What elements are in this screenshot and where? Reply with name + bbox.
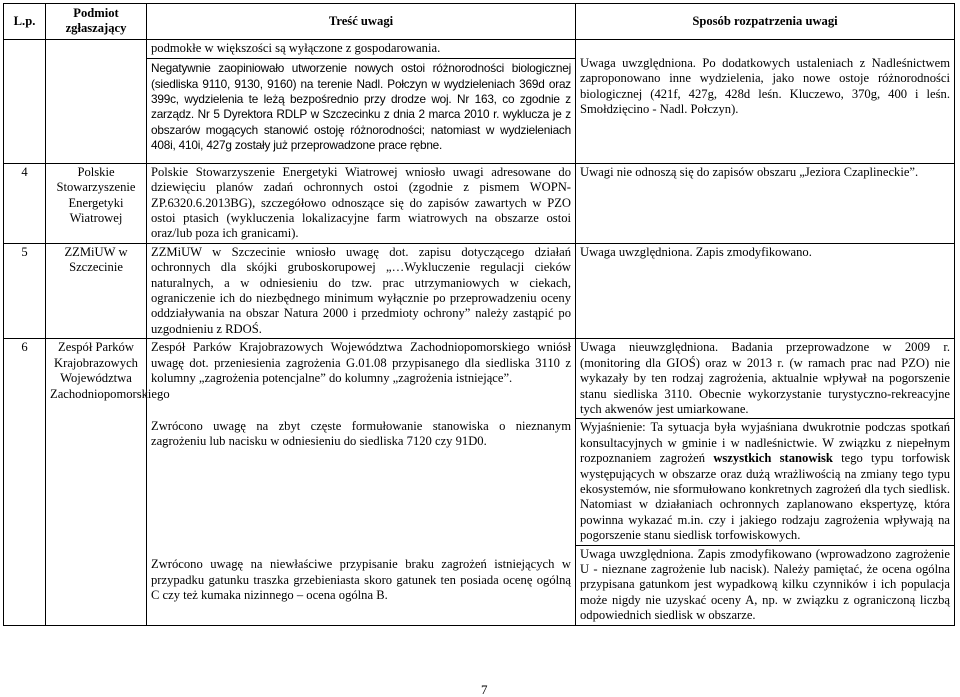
table-header-row bbox=[4, 4, 955, 40]
comment-text: Negatywnie zaopiniowało utworzenie nowych ostoi różnorodności biologicznej (siedliska 9110, 9130, 9160) na terenie Nadl. Połczyn w wydzieleniach 369d oraz 399c, wydzielenia te leżą bezpośrednio przy drodze woj. Nr 163, co zgodnie z zarządz. Nr 5 Dyrektora RDLP w Szczecinku z dnia 2 marca 2010 r. wyklucza je z obszarów mogących stanowić ostoję różnorodności; natomiast w wydzieleniach 408i, 410i, 427g zostały już przeprowadzone prace rębne. bbox=[151, 61, 571, 153]
row-lp: 5 bbox=[4, 243, 46, 338]
resolution-text-part: Wyjaśnienie: Ta sytuacja była wyjaśniana dwukrotnie podczas spotkań konsultacyjnych w gminie i w nadleśnictwie. W związku z niepełnym rozpoznaniem zagrożeń bbox=[580, 420, 950, 466]
spacer bbox=[151, 387, 571, 419]
divider bbox=[576, 545, 954, 546]
resolution-text bbox=[576, 420, 954, 543]
comment-text: Zespół Parków Krajobrazowych Województwa Zachodniopomorskiego wniósł uwagę dot. przeniesienia zagrożenia G.01.08 przypisanego dla siedliska 3110 z kolumny „zagrożenia potencjalne” do kolumny „zagrożenia istniejące”. bbox=[151, 340, 571, 386]
row-submitter: ZZMiUW w Szczecinie bbox=[46, 243, 147, 338]
table-row bbox=[4, 39, 955, 163]
row-submitter: Zespół Parków Krajobrazowych Województwa Zachodniopomorskiego bbox=[46, 339, 147, 625]
comment-text: podmokłe w większości są wyłączone z gospodarowania. bbox=[151, 40, 441, 55]
row-resolution bbox=[576, 339, 955, 625]
row-resolution bbox=[576, 39, 955, 163]
divider bbox=[147, 58, 575, 59]
row-lp: 4 bbox=[4, 163, 46, 243]
resolution-text: Uwaga nieuwzględniona. Badania przeprowadzone w 2009 r. (monitoring dla GIOŚ) oraz w 2013 r. (w ramach prac nad PZO) nie wykazały by ten rodzaj zagrożenia, aktualnie wpływał na pogorszenie stanu siedliska 3110. Obecnie wykorzystanie turystyczno-rekreacyjne tych akwenów jest umiarkowane. bbox=[580, 340, 950, 416]
row-content bbox=[147, 339, 576, 625]
row-lp bbox=[4, 39, 46, 163]
table-row bbox=[4, 243, 955, 338]
comments-table bbox=[3, 3, 955, 626]
resolution-text-part: tego typu torfowisk występujących w obszarze oraz dużą wrażliwością na zmiany tego typu ekosystemów, nie sformułowano konkretnych zagrożeń dla tych siedlisk. Natomiast w działaniach ochronnych zaplanowano ekspertyzę, która powinna wykazać m.in. czy i jakiego rodzaju zagrożenia wpływają na pogorszenie stanu siedlisk torfowiskowych. bbox=[580, 451, 950, 543]
divider bbox=[576, 418, 954, 419]
row-submitter: Polskie Stowarzyszenie Energetyki Wiatrowej bbox=[46, 163, 147, 243]
spacer bbox=[151, 449, 571, 557]
header-lp: L.p. bbox=[4, 4, 46, 40]
resolution-text: Uwaga uwzględniona. Zapis zmodyfikowano (wprowadzono zagrożenie U - nieznane zagrożenie lub nacisk). Należy pamiętać, że ocena ogólna przypisana gatunkom jest wypadkową kilku czynników i ich populacja może nigdy nie uzyskać oceny A, np. w związku z ograniczoną liczbą odpowiednich siedlisk w obszarze. bbox=[580, 546, 950, 623]
header-resolution: Sposób rozpatrzenia uwagi bbox=[576, 4, 955, 40]
resolution-text: Uwaga uwzględniona. Po dodatkowych ustaleniach z Nadleśnictwem zaproponowano inne wydzielenia, jako nowe ostoje różnorodności biologicznej (421f, 427g, 428d leśn. Kluczewo, 370g, 400 i leśn. Smołdzięcino - Nadl. Połczyn). bbox=[580, 55, 950, 117]
row-submitter bbox=[46, 39, 147, 163]
page-number: 7 bbox=[481, 682, 488, 697]
spacer bbox=[580, 41, 950, 56]
row-resolution: Uwagi nie odnoszą się do zapisów obszaru „Jeziora Czaplineckie”. bbox=[576, 163, 955, 243]
header-submitter: Podmiot zgłaszający bbox=[46, 4, 147, 40]
row-resolution: Uwaga uwzględniona. Zapis zmodyfikowano. bbox=[576, 243, 955, 338]
resolution-bold-text: wszystkich stanowisk bbox=[713, 451, 833, 466]
comment-text: Zwrócono uwagę na niewłaściwe przypisanie braku zagrożeń istniejących w przypadku gatunku traszka grzebieniasta skoro gatunek ten posiada ocenę ogólną C czy też kumaka nizinnego – ocena ogólna B. bbox=[151, 557, 571, 603]
row-lp: 6 bbox=[4, 339, 46, 625]
comment-text: Zwrócono uwagę na zbyt częste formułowanie stanowiska o nieznanym zagrożeniu lub nacisku w odniesieniu do siedliska 7120 czy 91D0. bbox=[151, 418, 571, 448]
table-row bbox=[4, 163, 955, 243]
row-content: ZZMiUW w Szczecinie wniosło uwagę dot. zapisu dotyczącego działań ochronnych dla skójki gruboskorupowej „…Wykluczenie regulacji cieków naturalnych, a w odniesieniu do tzw. prac utrzymaniowych w ciekach, ograniczenie ich do niezbędnego minimum wyłącznie po przeprowadzeniu oceny oddziaływania na obszar Natura 2000 i przedmioty ochrony” należy zastąpić po uzgodnieniu z RDOŚ. bbox=[147, 243, 576, 338]
row-content: Polskie Stowarzyszenie Energetyki Wiatrowej wniosło uwagi adresowane do dziewięciu planów zadań ochronnych ostoi (zgodnie z pismem WOPN-ZP.6320.6.2013BG), szczegółowo odnoszące się do zapisów zawartych w PZO ostoi ptasich (wykluczenia lokalizacyjne farm wiatrowych na obszarze ostoi oraz/lub poza ich granicami). bbox=[147, 163, 576, 243]
header-content: Treść uwagi bbox=[147, 4, 576, 40]
table-row bbox=[4, 339, 955, 625]
row-content bbox=[147, 39, 576, 163]
